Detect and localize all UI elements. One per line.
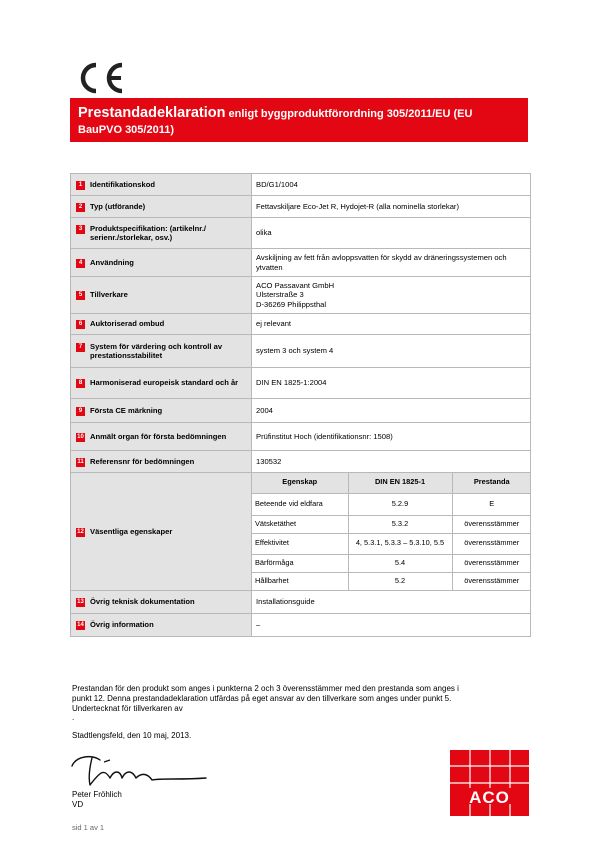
signer-name: Peter Fröhlich: [72, 790, 122, 799]
title-banner: [70, 98, 528, 142]
item-number-badge: 2: [76, 203, 85, 212]
signature-image: [70, 752, 210, 788]
document-subtitle-line2: BauPVO 305/2011): [78, 124, 175, 136]
manufacturer-city: D-36269 Philippsthal: [256, 299, 327, 309]
property-clause: 5.3.2: [348, 515, 452, 533]
row-value: Installationsguide: [252, 591, 531, 614]
table-row: [71, 451, 531, 473]
document-subtitle: enligt byggproduktförordning 305/2011/EU (EU: [225, 108, 473, 120]
row-value: olika: [252, 218, 531, 249]
row-label: Harmoniserad europeisk standard och år: [90, 378, 239, 388]
row-value: system 3 och system 4: [252, 335, 531, 368]
property-name: Effektivitet: [252, 533, 348, 554]
item-number-badge: 3: [76, 225, 85, 234]
svg-text:ACO: ACO: [469, 788, 510, 807]
row-value: BD/G1/1004: [252, 174, 531, 196]
row-label: Övrig teknisk dokumentation: [90, 597, 195, 607]
signer-block: [72, 790, 122, 810]
signer-role: VD: [72, 800, 84, 809]
property-name: Hållbarhet: [252, 572, 348, 590]
properties-row: [252, 515, 531, 533]
statement-line: .: [72, 713, 75, 723]
aco-logo: [450, 750, 529, 816]
property-name: Bärförmåga: [252, 554, 348, 572]
row-label: Tillverkare: [90, 290, 128, 300]
property-performance: överensstämmer: [452, 572, 531, 590]
item-number-badge: 4: [76, 259, 85, 268]
declaration-table: [70, 173, 531, 637]
property-name: Beteende vid eldfara: [252, 493, 348, 515]
table-row: [71, 196, 531, 218]
table-row: [71, 218, 531, 249]
property-clause: 4, 5.3.1, 5.3.3 – 5.3.10, 5.5: [348, 533, 452, 554]
row-label: Produktspecifikation: (artikelnr./ serienr./storlekar, osv.): [90, 223, 207, 242]
ce-mark-logo: [80, 60, 132, 96]
properties-header-row: [252, 473, 531, 493]
row-value: ej relevant: [252, 314, 531, 335]
table-row: [71, 314, 531, 335]
title-line: [78, 104, 472, 122]
property-performance: överensstämmer: [452, 554, 531, 572]
row-label: Auktoriserad ombud: [90, 319, 165, 329]
row-value: Avskiljning av fett från avloppsvatten för skydd av dräneringssystemen och ytvatten: [252, 249, 531, 277]
properties-row: [252, 493, 531, 515]
row-label: Övrig information: [90, 620, 154, 630]
item-number-badge: 8: [76, 379, 85, 388]
properties-row: [252, 572, 531, 590]
document-title: Prestandadeklaration: [78, 105, 226, 121]
statement-line: punkt 12. Denna prestandadeklaration utfärdas på eget ansvar av den tillverkare som anges under punkt 5.: [72, 693, 452, 703]
table-row: [71, 277, 531, 314]
table-row: [71, 591, 531, 614]
statement-line: Undertecknat för tillverkaren av: [72, 703, 183, 713]
item-number-badge: 12: [77, 528, 84, 535]
property-clause: 5.4: [348, 554, 452, 572]
row-label: Identifikationskod: [90, 179, 155, 189]
item-number-badge: 1: [76, 181, 85, 190]
property-performance: överensstämmer: [452, 515, 531, 533]
row-label: Första CE märkning: [90, 405, 163, 415]
table-row: [71, 368, 531, 399]
table-row: [71, 174, 531, 196]
properties-cell: [252, 473, 531, 591]
row-value: DIN EN 1825-1:2004: [252, 368, 531, 399]
place-date: Stadtlengsfeld, den 10 maj, 2013.: [72, 731, 192, 740]
properties-header: Egenskap: [252, 473, 348, 493]
table-row: [71, 614, 531, 637]
item-number-badge: 6: [76, 320, 85, 329]
properties-row: [252, 554, 531, 572]
table-row: [71, 335, 531, 368]
properties-header: Prestanda: [452, 473, 531, 493]
item-number-badge: 7: [76, 343, 85, 352]
item-number-badge: 11: [77, 458, 84, 465]
row-value: 2004: [252, 399, 531, 423]
row-value: 130532: [252, 451, 531, 473]
properties-row: [252, 533, 531, 554]
row-value: Prüfinstitut Hoch (identifikationsnr: 1508): [252, 423, 531, 451]
item-number-badge: 10: [77, 433, 84, 440]
conformity-statement: [72, 684, 522, 723]
statement-line: Prestandan för den produkt som anges i punkterna 2 och 3 överensstämmer med den prestanda som anges i: [72, 684, 459, 693]
property-clause: 5.2: [348, 572, 452, 590]
table-row: [71, 249, 531, 277]
property-performance: överensstämmer: [452, 533, 531, 554]
item-number-badge: 5: [76, 291, 85, 300]
row-label: Anmält organ för första bedömningen: [90, 431, 227, 441]
manufacturer-street: Ulsterstraße 3: [256, 290, 304, 300]
table-row: [71, 473, 531, 591]
row-label: Referensnr för bedömningen: [90, 456, 195, 466]
properties-header: DIN EN 1825-1: [348, 473, 452, 493]
manufacturer-name: ACO Passavant GmbH: [256, 281, 335, 291]
item-number-badge: 13: [77, 599, 84, 605]
row-value: –: [252, 614, 531, 637]
table-row: [71, 423, 531, 451]
row-value: [252, 277, 531, 314]
page-number: sid 1 av 1: [72, 823, 105, 832]
item-number-badge: 9: [76, 407, 85, 416]
row-label: Väsentliga egenskaper: [90, 526, 173, 536]
table-row: [71, 399, 531, 423]
row-label: System för värdering och kontroll av prestationsstabilitet: [90, 341, 223, 360]
property-clause: 5.2.9: [348, 493, 452, 515]
row-label: Användning: [90, 257, 134, 267]
property-name: Vätsketäthet: [252, 515, 348, 533]
row-value: Fettavskiljare Eco-Jet R, Hydojet-R (alla nominella storlekar): [252, 196, 531, 218]
item-number-badge: 14: [77, 622, 84, 628]
row-label: Typ (utförande): [90, 201, 146, 211]
property-performance: E: [452, 493, 531, 515]
properties-table: [252, 473, 531, 590]
